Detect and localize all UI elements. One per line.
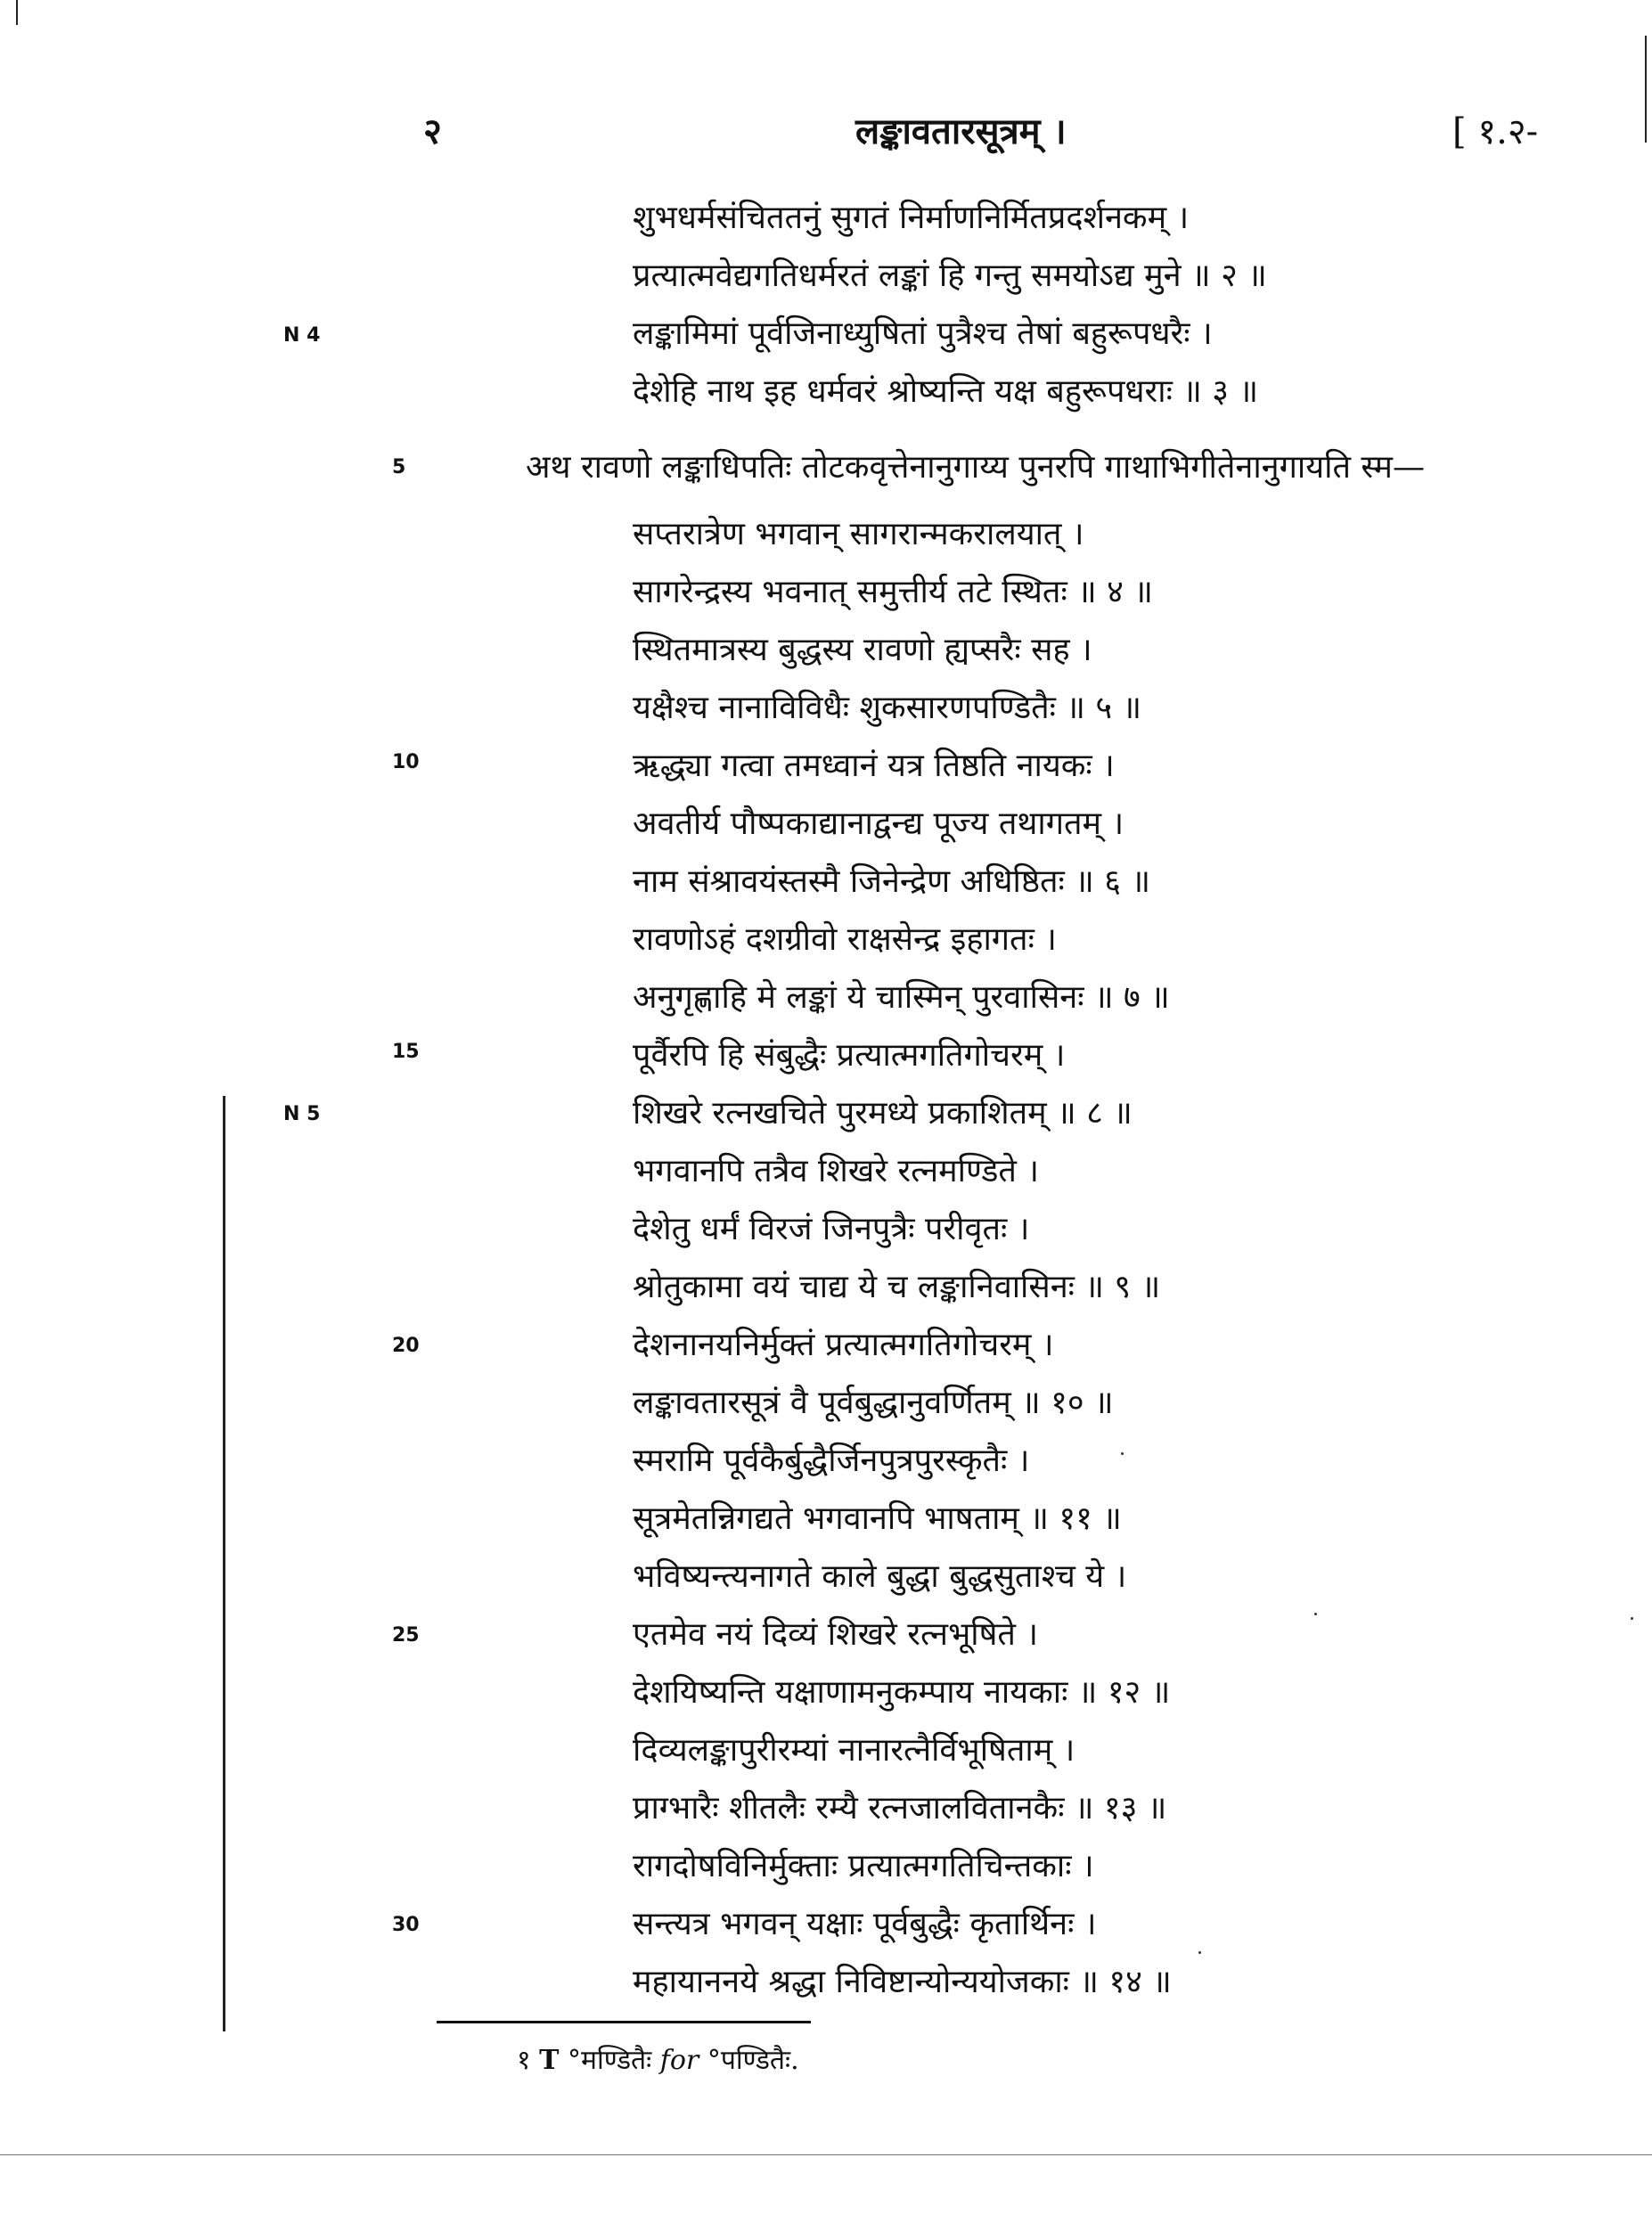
verse-line: शुभधर्मसंचिततनुं सुगतं निर्माणनिर्मितप्रदर्शनकम् । [633,200,1190,236]
footnote-sigla: T [539,2045,560,2076]
footnote-for: for [659,2045,699,2076]
line-number: 10 [392,751,420,773]
verse-line: अवतीर्य पौष्पकाद्यानाद्वन्द्य पूज्य तथागतम् । [633,805,1125,842]
footnote-lemma: °पण्डितैः. [707,2045,799,2076]
prose-line: अथ रावणो लङ्काधिपतिः तोटकवृत्तेनानुगाय्य पुनरपि गाथाभिगीतेनानुगायति स्म— [526,449,1425,486]
verse-line: दिव्यलङ्कापुरीरम्यां नानारत्नैर्विभूषिताम् । [633,1732,1075,1769]
verse-line: सूत्रमेतन्निगद्यते भगवानपि भाषताम् ॥ ११ ॥ [633,1500,1122,1537]
footnote [517,2040,799,2077]
footnote-rule [437,2021,811,2023]
verse-line: लङ्कामिमां पूर्वजिनाध्युषितां पुत्रैश्च तेषां बहुरूपधरैः । [633,315,1213,352]
bottom-scan-line [0,2154,1652,2155]
page-number: २ [423,110,442,152]
verse-line: स्मरामि पूर्वकैर्बुद्धैर्जिनपुत्रपुरस्कृतैः । [633,1442,1030,1479]
scan-speck [1121,1452,1124,1455]
verse-line: एतमेव नयं दिव्यं शिखरे रत्नभूषिते । [633,1616,1039,1653]
manuscript-mark: N 5 [283,1103,321,1125]
verse-line: रावणोऽहं दशग्रीवो राक्षसेन्द्र इहागतः । [633,921,1057,958]
manuscript-mark: N 4 [283,324,321,347]
verse-line: लङ्कावतारसूत्रं वै पूर्वबुद्धानुवर्णितम् ॥ १० ॥ [633,1385,1114,1421]
verse-line: महायाननये श्रद्धा निविष्टान्योन्ययोजकाः ॥ १४ ॥ [633,1964,1172,2000]
scan-speck [1198,1951,1201,1954]
section-reference: [ १.२- [1452,111,1539,152]
line-number: 5 [392,456,406,478]
verse-line: प्राग्भारैः शीतलैः रम्यै रत्नजालवितानकैः ॥ १३ ॥ [633,1790,1167,1827]
verse-line: नाम संश्रावयंस्तस्मै जिनेन्द्रेण अधिष्ठितः ॥ ६ ॥ [633,863,1151,900]
verse-line: भगवानपि तत्रैव शिखरे रत्नमण्डिते । [633,1153,1039,1189]
line-number: 30 [392,1914,420,1936]
verse-line: सागरेन्द्रस्य भवनात् समुत्तीर्य तटे स्थितः ॥ ४ ॥ [633,574,1153,610]
verse-line: देशनानयनिर्मुक्तं प्रत्यात्मगतिगोचरम् । [633,1327,1054,1363]
right-scan-edge [1645,36,1647,143]
running-title: लङ्कावतारसूत्रम् । [855,110,1067,152]
verse-line: शिखरे रत्नखचिते पुरमध्ये प्रकाशितम् ॥ ८ ॥ [633,1095,1133,1132]
verse-line: रागदोषविनिर्मुक्ताः प्रत्यात्मगतिचिन्तकाः । [633,1848,1094,1884]
line-number: 20 [392,1335,420,1357]
footnote-reading: °मण्डितैः [568,2045,652,2076]
verse-line: देशेहि नाथ इह धर्मवरं श्रोष्यन्ति यक्ष बहुरूपधराः ॥ ३ ॥ [633,373,1259,410]
verse-line: प्रत्यात्मवेद्यगतिधर्मरतं लङ्कां हि गन्तु समयोऽद्य मुने ॥ २ ॥ [633,257,1267,294]
verse-line: देशयिष्यन्ति यक्षाणामनुकम्पाय नायकाः ॥ १२ ॥ [633,1674,1171,1711]
verse-line: यक्षैश्च नानाविविधैः शुकसारणपण्डितैः ॥ ५ ॥ [633,690,1142,726]
footnote-number: १ [517,2045,531,2076]
verse-line: पूर्वैरपि हि संबुद्धैः प्रत्यात्मगतिगोचरम् । [633,1037,1066,1074]
verse-line: भविष्यन्त्यनागते काले बुद्धा बुद्धसुताश्च ये । [633,1558,1127,1595]
verse-line: ऋद्ध्या गत्वा तमध्वानं यत्र तिष्ठति नायकः । [633,748,1115,784]
line-number: 25 [392,1624,420,1647]
left-scan-edge [223,1096,225,2031]
verse-line: श्रोतुकामा वयं चाद्य ये च लङ्कानिवासिनः ॥ ९ ॥ [633,1269,1161,1305]
top-left-scan-edge [16,0,18,25]
verse-line: देशेतु धर्मं विरजं जिनपुत्रैः परीवृतः । [633,1211,1030,1247]
scan-speck [1314,1613,1317,1615]
line-number: 15 [392,1041,420,1063]
verse-line: अनुगृह्णाहि मे लङ्कां ये चास्मिन् पुरवासिनः ॥ ७ ॥ [633,979,1170,1016]
verse-line: सप्तरात्रेण भगवान् सागरान्मकरालयात् । [633,516,1084,552]
scan-speck [1631,1617,1633,1620]
verse-line: स्थितमात्रस्य बुद्धस्य रावणो ह्यप्सरैः सह । [633,632,1092,668]
verse-line: सन्त्यत्र भगवन् यक्षाः पूर्वबुद्धैः कृतार्थिनः । [633,1906,1097,1942]
